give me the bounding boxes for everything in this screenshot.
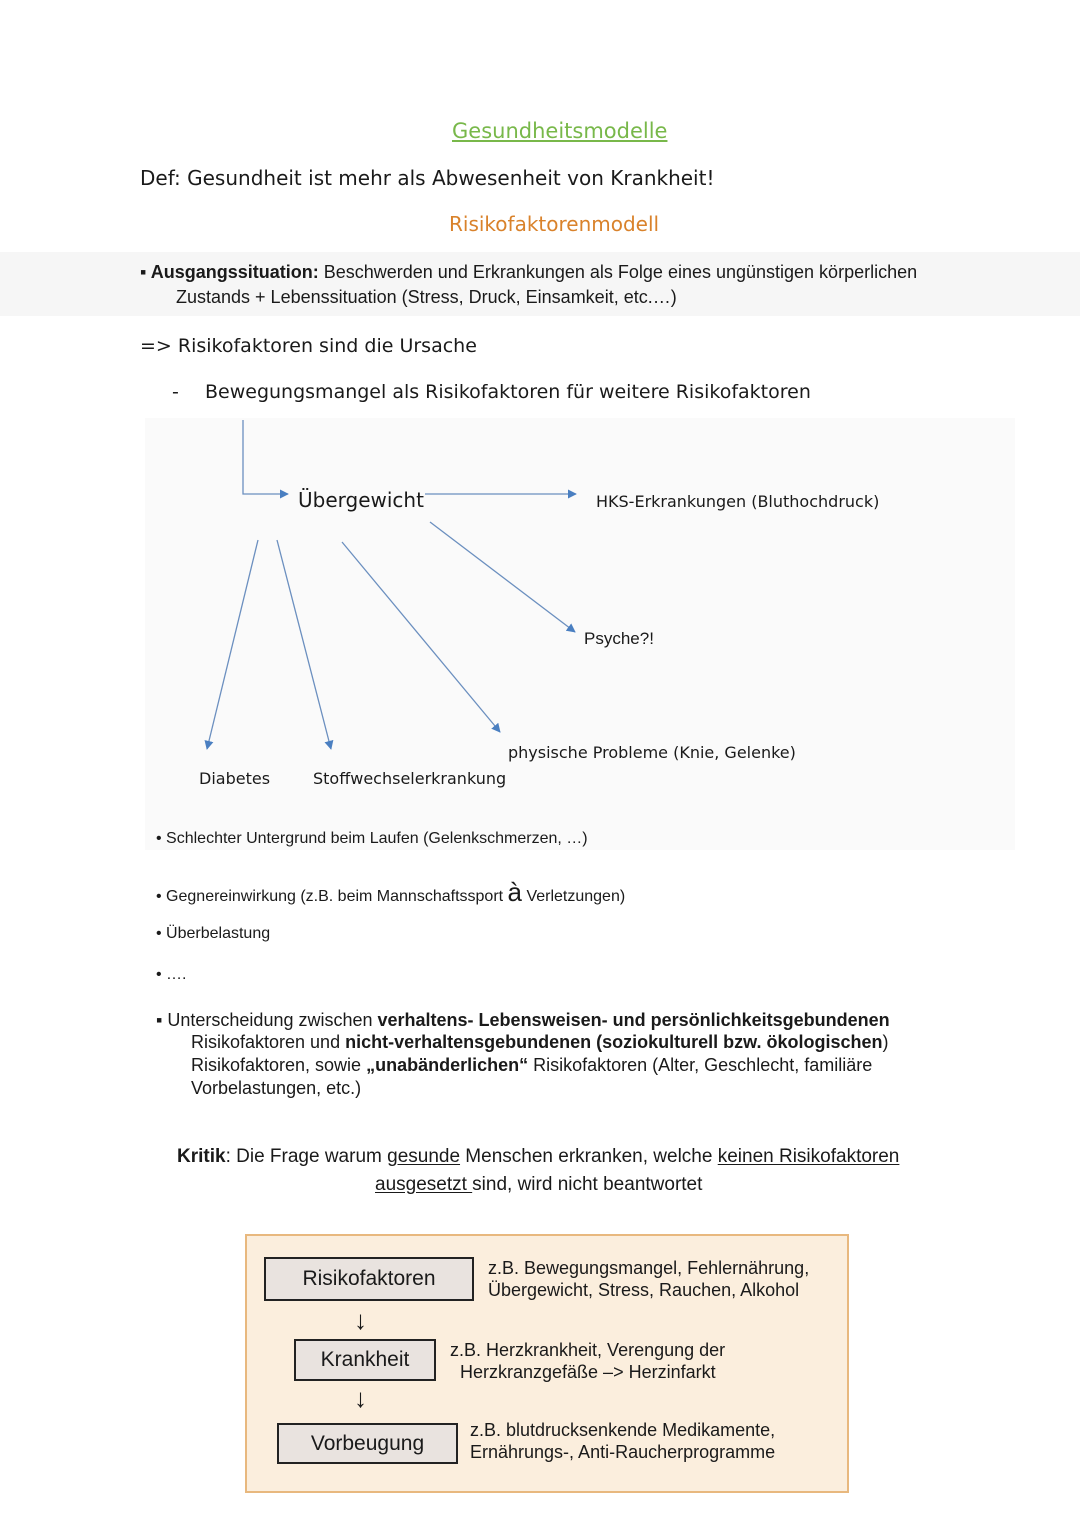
bullet-text: Schlechter Untergrund beim Laufen (Gelenkschmerzen, …) (166, 830, 588, 847)
arrow-to-diabetes (207, 540, 258, 749)
conclusion-text: => Risikofaktoren sind die Ursache (140, 335, 477, 357)
text-span: sind, wird nicht beantwortet (472, 1174, 703, 1195)
unterscheidung-line3 (191, 1055, 872, 1076)
unterscheidung-line4: Vorbelastungen, etc.) (191, 1078, 362, 1098)
ausgang-line1: ▪ Ausgangssituation: Beschwerden und Erkrankungen als Folge eines ungünstigen körperlichen (140, 262, 918, 282)
bold-span: „unabänderlichen“ (366, 1055, 529, 1075)
arrow-down-icon: ↓ (354, 1383, 367, 1413)
text-span: Risikofaktoren (Alter, Geschlecht, familiäre (528, 1055, 873, 1075)
text-span: Unterscheidung zwischen (167, 1010, 378, 1030)
text-span: Risikofaktoren, sowie (191, 1055, 367, 1075)
unterscheidung-line2 (191, 1032, 888, 1053)
diagram-diabetes: Diabetes (199, 769, 271, 788)
note-line: Ernährungs-, Anti-Raucherprogramme (470, 1442, 776, 1462)
text-span: Risikofaktoren und (191, 1032, 346, 1052)
diagram-stoffwechsel: Stoffwechselerkrankung (313, 769, 507, 788)
note-line: Übergewicht, Stress, Rauchen, Alkohol (488, 1280, 800, 1300)
bullet-text: Überbelastung (166, 925, 271, 942)
dash-item-text: Bewegungsmangel als Risikofaktoren für weitere Risikofaktoren (205, 381, 811, 403)
text-span: : Die Frage warum (225, 1146, 388, 1167)
arrow-to-physisch (342, 542, 500, 732)
bullet-text: Gegnereinwirkung (z.B. beim Mannschaftssport (166, 888, 508, 905)
bullet-item: • …. (156, 966, 187, 983)
underlined-span: gesunde (387, 1146, 461, 1167)
arrow-to-uebergewicht (243, 420, 288, 494)
flow-box-vorbeugung: Vorbeugung (277, 1423, 458, 1464)
unterscheidung-line1: ▪ Unterscheidung zwischen verhaltens- Lebensweisen- und persönlichkeitsgebundenen (156, 1010, 890, 1030)
flow-note-2 (450, 1339, 725, 1383)
bullet-item: • Schlechter Untergrund beim Laufen (Gelenkschmerzen, …) (156, 830, 588, 847)
ausgang-label: Ausgangssituation: (150, 262, 319, 282)
note-line: z.B. Bewegungsmangel, Fehlernährung, (488, 1258, 810, 1278)
bullet-text: …. (166, 966, 187, 983)
flow-note-3 (470, 1419, 775, 1463)
ausgang-text1: Beschwerden und Erkrankungen als Folge eines ungünstigen körperlichen (318, 262, 918, 282)
kritik-line2 (375, 1174, 702, 1196)
bullet-item: • Überbelastung (156, 925, 271, 942)
text-span: Menschen erkranken, welche (460, 1146, 718, 1167)
bullet-text: Verletzungen) (522, 888, 626, 905)
note-line: z.B. Herzkrankheit, Verengung der (450, 1340, 726, 1360)
flow-box-krankheit: Krankheit (294, 1339, 436, 1381)
diagram-physisch: physische Probleme (Knie, Gelenke) (508, 743, 796, 762)
note-line: z.B. blutdrucksenkende Medikamente, (470, 1420, 776, 1440)
bold-span: verhaltens- Lebensweisen- und persönlichkeitsgebundenen (377, 1010, 890, 1030)
bold-span: nicht-verhaltensgebundenen (soziokulturell bzw. ökologischen (345, 1032, 883, 1052)
kritik-label: Kritik (177, 1146, 226, 1167)
underlined-span: keinen Risikofaktoren (717, 1146, 900, 1167)
arrow-glyph: à (507, 877, 522, 907)
diagram-center: Übergewicht (298, 488, 424, 512)
arrow-down-icon: ↓ (354, 1305, 367, 1335)
underlined-span: ausgesetzt (375, 1174, 473, 1195)
arrow-to-stoffwechsel (277, 540, 331, 749)
note-line: Herzkranzgefäße –> Herzinfarkt (460, 1362, 716, 1382)
arrow-to-psyche (430, 522, 575, 632)
flow-note-1 (488, 1257, 809, 1301)
ausgang-line2: Zustands + Lebenssituation (Stress, Druck, Einsamkeit, etc.…) (176, 287, 677, 307)
definition-text: Def: Gesundheit ist mehr als Abwesenheit von Krankheit! (140, 166, 715, 190)
diagram-hks: HKS-Erkrankungen (Bluthochdruck) (596, 492, 880, 511)
flow-box-risikofaktoren: Risikofaktoren (264, 1257, 474, 1301)
page-title: Gesundheitsmodelle (452, 119, 668, 143)
bullet-item: • Gegnereinwirkung (z.B. beim Mannschaftssport à Verletzungen) (156, 877, 626, 907)
diagram-psyche: Psyche?! (584, 629, 654, 648)
kritik-line1 (177, 1146, 899, 1168)
dash-marker: - (172, 381, 179, 403)
text-span: ) (882, 1032, 889, 1052)
section-title: Risikofaktorenmodell (449, 212, 660, 236)
